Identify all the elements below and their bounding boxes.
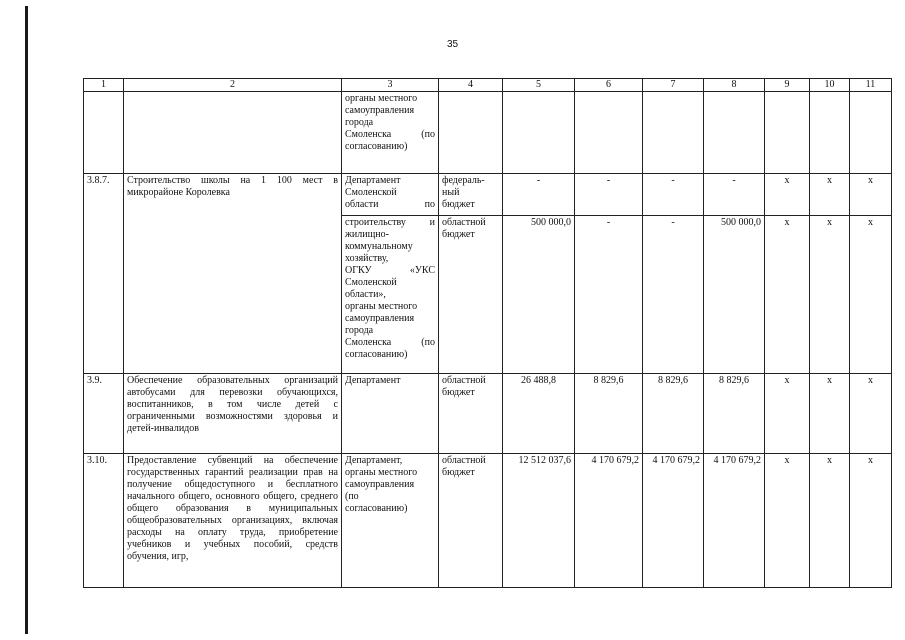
item-number: 3.10. [84,454,124,588]
column-header: 4 [439,79,503,92]
amount-year: 4 170 679,2 [704,454,765,588]
column-header: 9 [765,79,810,92]
amount-total: 12 512 037,6 [503,454,575,588]
column-header: 5 [503,79,575,92]
amount-year: 8 829,6 [575,374,643,454]
item-number: 3.9. [84,374,124,454]
amount-year: 8 829,6 [704,374,765,454]
indicator-x: х [810,216,850,374]
amount-year: 4 170 679,2 [575,454,643,588]
table-row [84,374,892,454]
amount-year: - [643,174,704,216]
executor-cell: Департамент Смоленской области по [342,174,439,216]
cell-empty [84,92,124,174]
table-row [84,454,892,588]
indicator-x: х [765,174,810,216]
funding-source: федераль- ный бюджет [439,174,503,216]
executor-cell: строительству и жилищно- коммунальному хозяйству, ОГКУ «УКС Смоленской области», органы местного самоуправления города Смоленска (по согласованию) [342,216,439,374]
executor-cell: Департамент, органы местного самоуправления (по согласованию) [342,454,439,588]
indicator-x: х [765,374,810,454]
page-number: 35 [446,39,459,50]
column-header: 2 [124,79,342,92]
column-header: 10 [810,79,850,92]
indicator-x: х [810,174,850,216]
cell-empty [124,92,342,174]
column-header: 8 [704,79,765,92]
page-edge-bar [25,6,28,634]
funding-source: областной бюджет [439,374,503,454]
amount-total: 26 488,8 [503,374,575,454]
indicator-x: х [765,454,810,588]
executor-cell: Департамент [342,374,439,454]
indicator-x: х [850,216,892,374]
funding-source: областной бюджет [439,454,503,588]
indicator-x: х [850,374,892,454]
amount-total: 500 000,0 [503,216,575,374]
amount-year: 500 000,0 [704,216,765,374]
amount-year: - [575,174,643,216]
indicator-x: х [850,174,892,216]
table-row [84,174,892,216]
indicator-x: х [810,374,850,454]
header-row [84,79,892,92]
column-header: 1 [84,79,124,92]
item-name: Обеспечение образовательных организаций автобусами для перевозки обучающихся, воспитанников, в том числе детей с ограниченными возможностями здоровья и детей-инвалидов [124,374,342,454]
item-number: 3.8.7. [84,174,124,374]
indicator-x: х [810,454,850,588]
column-header: 7 [643,79,704,92]
amount-year: 4 170 679,2 [643,454,704,588]
indicator-x: х [765,216,810,374]
amount-year: - [704,174,765,216]
column-header: 11 [850,79,892,92]
table-row [84,92,892,174]
program-table [83,78,892,588]
column-header: 3 [342,79,439,92]
indicator-x: х [850,454,892,588]
item-name: Строительство школы на 1 100 мест в микрорайоне Королевка [124,174,342,374]
funding-source: областной бюджет [439,216,503,374]
amount-year: - [643,216,704,374]
amount-year: 8 829,6 [643,374,704,454]
item-name: Предоставление субвенций на обеспечение государственных гарантий реализации прав на получение общедоступного и бесплатного начального общего, основного общего, среднего общего образования в муниципальных общеобразовательных организациях, включая расходы на оплату труда, приобретение учебников и учебных пособий, средств обучения, игр, [124,454,342,588]
executor-cell: органы местного самоуправления города Смоленска (по согласованию) [342,92,439,174]
amount-year: - [575,216,643,374]
column-header: 6 [575,79,643,92]
amount-total: - [503,174,575,216]
